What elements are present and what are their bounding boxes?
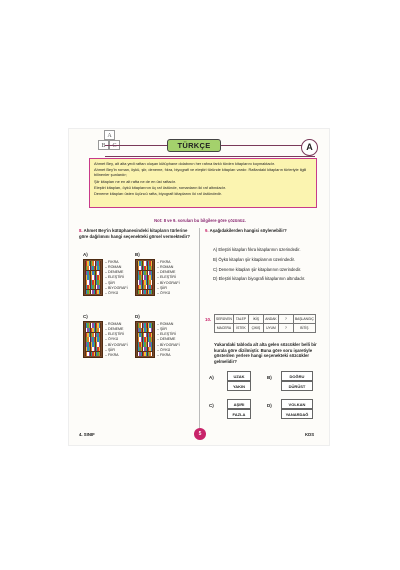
answer-option-c[interactable]: C) Deneme kitapları şiir kitaplarının üzerindedir. — [213, 266, 302, 272]
info-line: Ahmet Bey'in roman, öykü, şiir, deneme, fıkra, biyografi ve eleştiri türünde kitapları vardır. Raflardaki kitapların türleriyle ilgili bilinenler şunlardır; — [94, 167, 307, 178]
answer-word-box[interactable]: DOĞRU — [281, 371, 313, 381]
question-number: 10. — [205, 317, 212, 322]
table-cell: ? — [278, 315, 293, 324]
table-cell: İSTEK — [233, 324, 248, 333]
table-row — [215, 315, 316, 324]
table-cell: UYUM — [263, 324, 278, 333]
shelf-label: – FIKRA — [105, 353, 128, 358]
answer-letter: D) — [267, 403, 272, 408]
page-number: 5 — [194, 428, 206, 440]
shelf-label: – BİYOGRAFİ — [157, 281, 180, 286]
shelf-row — [137, 351, 153, 356]
bookshelf-illustration — [135, 321, 155, 358]
answer-letter: C) — [209, 403, 214, 408]
shelf-label: – ÖYKÜ — [157, 291, 180, 296]
shelf-labels — [105, 260, 128, 297]
shelf-label: – ŞİİR — [157, 327, 180, 332]
shelf-label: – FIKRA — [157, 260, 180, 265]
book-icon — [151, 352, 152, 357]
table-cell: ANDAK — [263, 315, 278, 324]
answer-option-d[interactable]: D) Eleştiri kitapları biyografi kitaplarının altındadır. — [213, 276, 306, 282]
shelf-label: – DENEME — [105, 327, 128, 332]
shelf-row — [85, 289, 101, 294]
info-line: Şiir kitapları ne en alt rafta ne de en üst raftadır. — [94, 178, 176, 184]
table-cell: SERÜVEN — [215, 315, 234, 324]
answer-letter: B) — [267, 375, 272, 380]
shelf-label: – DENEME — [157, 270, 180, 275]
shelf-label: – DENEME — [105, 270, 128, 275]
answer-word-box[interactable]: AŞIRI — [227, 399, 251, 409]
q9-options — [213, 245, 329, 284]
answer-option-a[interactable]: A) Eleştiri kitapları fıkra kitaplarının üzerindedir. — [213, 247, 301, 252]
shelf-label: – BİYOGRAFİ — [105, 286, 128, 291]
shelf-row — [137, 289, 153, 294]
option-letter[interactable]: D) — [135, 314, 140, 319]
book-icon — [151, 290, 152, 295]
bookshelf-illustration — [83, 259, 103, 296]
shelf-labels — [157, 322, 180, 359]
answer-word-box[interactable]: YANARDAĞ — [281, 409, 313, 419]
shelf-labels — [157, 260, 180, 297]
book-icon — [99, 290, 100, 295]
answer-option-b[interactable]: B) Öykü kitapları şiir kitaplarının üzerindedir. — [213, 256, 295, 262]
answer-word-box[interactable]: YAKIN — [227, 381, 251, 391]
question-text: Ahmet Bey'in kütüphanesindeki kitapların türlerine göre dağılımını hangi seçenekteki görsel vermektedir? — [79, 228, 191, 239]
table-cell: BİTİŞ — [293, 324, 315, 333]
question-text: Aşağıdakilerden hangisi söylenebilir? — [209, 228, 287, 233]
shelf-label: – ŞİİR — [105, 348, 128, 353]
question-number: 9. — [205, 228, 209, 233]
shelf-label: – ELEŞTİRİ — [105, 332, 128, 337]
grade-label: 4. SINIF — [79, 432, 95, 437]
info-line: Ahmet Bey, alt alta yedi raftan oluşan kütüphane dolabının her rafına farklı türden kitaplarını koymaktadır. — [94, 161, 275, 166]
answer-word-box[interactable]: FAZLA — [227, 409, 251, 419]
answer-word-box[interactable]: UZAK — [227, 371, 251, 381]
bookshelf-illustration — [135, 259, 155, 296]
answer-word-box[interactable]: DÜRÜST — [281, 381, 313, 391]
table-row — [215, 324, 316, 333]
shelf-labels — [105, 322, 128, 359]
shelf-label: – DENEME — [157, 337, 180, 342]
bookshelf-illustration — [83, 321, 103, 358]
column-divider — [199, 228, 200, 428]
shelf-label: – BİYOGRAFİ — [157, 343, 180, 348]
answer-word-box[interactable]: VOLKAN — [281, 399, 313, 409]
shelf-label: – BİYOGRAFİ — [105, 343, 128, 348]
shelf-label: – ELEŞTİRİ — [105, 275, 128, 280]
info-box — [89, 158, 317, 208]
cube-b: B — [98, 140, 109, 150]
question-9 — [205, 228, 325, 234]
question-number: 8. — [79, 228, 83, 233]
shelf-label: – ROMAN — [157, 322, 180, 327]
info-line: Eleştiri kitapları, öykü kitaplarının üç raf üstünde, romanların iki raf altındadır. — [94, 184, 226, 190]
info-line: Deneme kitapları üsten üçüncü rafta, biyografi kitaplarını iki raf üstündedir. — [94, 191, 222, 197]
shelf-label: – ÖYKÜ — [105, 291, 128, 296]
option-letter[interactable]: A) — [83, 252, 88, 257]
shelf-label: – ÖYKÜ — [105, 337, 128, 342]
shelf-label: – ÖYKÜ — [157, 348, 180, 353]
table-cell: İKİŞ — [248, 315, 263, 324]
shelf-label: – ROMAN — [157, 265, 180, 270]
shelf-label: – ELEŞTİRİ — [157, 275, 180, 280]
table-cell: MACERA — [215, 324, 234, 333]
brand-label: KDS — [305, 432, 315, 437]
table-cell: TALEP — [233, 315, 248, 324]
subject-title: TÜRKÇE — [167, 139, 221, 152]
answer-letter: A) — [209, 375, 214, 380]
table-cell: BAŞLANGIÇ — [293, 315, 315, 324]
worksheet-page — [68, 128, 330, 446]
word-table — [214, 314, 316, 333]
shelf-label: – ROMAN — [105, 265, 128, 270]
book-icon — [99, 352, 100, 357]
shelf-label: – ELEŞTİRİ — [157, 332, 180, 337]
shelf-label: – FIKRA — [157, 353, 180, 358]
cube-c: C — [109, 140, 120, 150]
option-letter[interactable]: C) — [83, 314, 88, 319]
shelf-row — [85, 351, 101, 356]
option-letter[interactable]: B) — [135, 252, 140, 257]
cube-a: A — [104, 130, 115, 140]
section-letter: A — [301, 139, 318, 156]
shelf-label: – FIKRA — [105, 260, 128, 265]
shelf-label: – ŞİİR — [157, 286, 180, 291]
shelf-label: – ROMAN — [105, 322, 128, 327]
question-8 — [79, 228, 195, 239]
table-cell: ? — [278, 324, 293, 333]
shelf-label: – ŞİİR — [105, 281, 128, 286]
question-10-text: Yukarıdaki tabloda alt alta gelen sözcükler belli bir kurala göre dizilmiştir. Buna göre soru işaretiyle gösterilen yerlere hangi seçenekteki sözcükler gelmelidir? — [214, 342, 317, 364]
instruction-note: Not: 8 ve 9. soruları bu bilgilere göre çözünüz. — [154, 218, 246, 223]
table-cell: ÇIKIŞ — [248, 324, 263, 333]
